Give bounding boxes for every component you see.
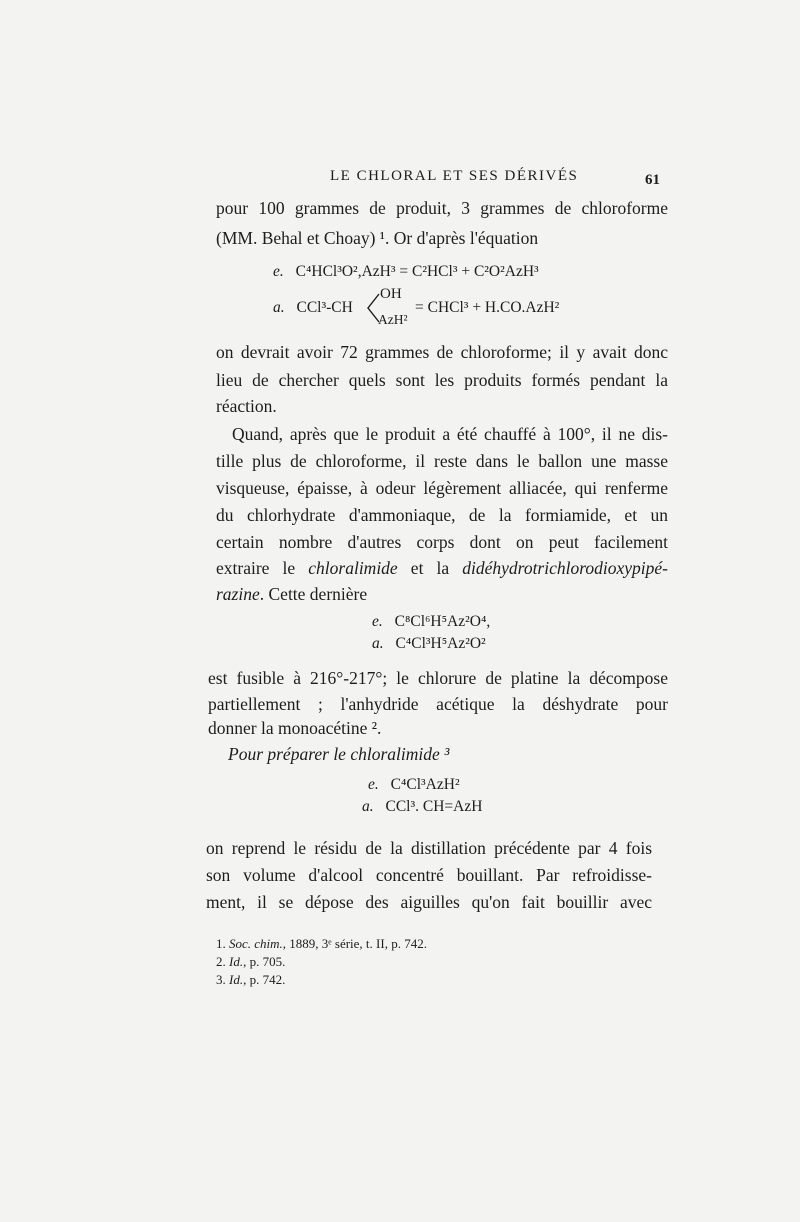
equation-tag: e. [368, 776, 379, 793]
equation-formula: CCl³. CH=AzH [385, 798, 483, 815]
equation-tag: a. [372, 635, 384, 652]
equation-tag: e. [273, 263, 284, 280]
body-line: partiellement ; l'anhydride acétique la déshydrate pour [208, 694, 668, 714]
body-line: son volume d'alcool concentré bouillant. Par refroidisse- [206, 865, 652, 885]
body-line: on reprend le résidu de la distillation précédente par 4 fois [206, 838, 652, 858]
equation-empirical [372, 612, 490, 632]
equation-tag: a. [273, 299, 285, 316]
body-line: pour 100 grammes de produit, 3 grammes de chloroforme [216, 198, 668, 218]
branch-bottom: AzH² [378, 312, 408, 327]
compound-name: didéhydrotrichlorodioxypipé- [462, 558, 669, 578]
compound-name: razine [216, 584, 260, 604]
equation-empirical [368, 775, 460, 795]
body-line: extraire le chloralimide et la didéhydrotrichlorodioxypipé- [216, 558, 669, 578]
body-line: est fusible à 216°-217°; le chlorure de platine la décompose [208, 668, 668, 688]
footnote: 3. Id., p. 742. [216, 972, 286, 987]
body-line: certain nombre d'autres corps dont on peut facilement [216, 532, 668, 552]
body-line: Pour préparer le chloralimide ³ [228, 744, 450, 764]
running-title: LE CHLORAL ET SES DÉRIVÉS [330, 168, 579, 184]
body-line: donner la monoacétine ². [208, 718, 382, 738]
branch-top: OH [380, 286, 402, 302]
equation-formula: C⁴Cl³AzH² [390, 776, 460, 793]
body-line: ment, il se dépose des aiguilles qu'on fait bouillir avec [206, 892, 652, 912]
equation-atomic [362, 797, 482, 817]
body-line: réaction. [216, 396, 277, 416]
equation-formula: C⁴HCl³O²,AzH³ = C²HCl³ + C²O²AzH³ [295, 263, 539, 280]
footnote: 2. Id., p. 705. [216, 954, 286, 969]
body-line: visqueuse, épaisse, à odeur légèrement alliacée, qui renferme [216, 478, 668, 498]
body-line: lieu de chercher quels sont les produits formés pendant la [216, 370, 668, 390]
equation-tag: a. [362, 798, 374, 815]
footnote: 1. Soc. chim., 1889, 3ᵉ série, t. II, p. 742. [216, 936, 427, 951]
body-line: tille plus de chloroforme, il reste dans le ballon une masse [216, 451, 668, 471]
body-line: (MM. Behal et Choay) ¹. Or d'après l'équation [216, 228, 539, 248]
page-number: 61 [645, 172, 660, 188]
equation-atomic [273, 298, 353, 318]
equation-formula: C⁸Cl⁶H⁵Az²O⁴, [394, 613, 491, 630]
body-line: du chlorhydrate d'ammoniaque, de la formiamide, et un [216, 505, 668, 525]
equation-tag: e. [372, 613, 383, 630]
equation-empirical [273, 262, 539, 282]
compound-name: chloralimide [308, 558, 398, 578]
equation-atomic [372, 634, 486, 654]
equation-formula: C⁴Cl³H⁵Az²O² [395, 635, 486, 652]
equation-formula-right: = CHCl³ + H.CO.AzH² [415, 299, 560, 316]
body-line: Quand, après que le produit a été chauffé à 100°, il ne dis- [232, 424, 668, 444]
body-line: on devrait avoir 72 grammes de chloroforme; il y avait donc [216, 342, 668, 362]
equation-formula-left: CCl³-CH [296, 299, 353, 316]
body-line: razine. Cette dernière [216, 584, 368, 604]
